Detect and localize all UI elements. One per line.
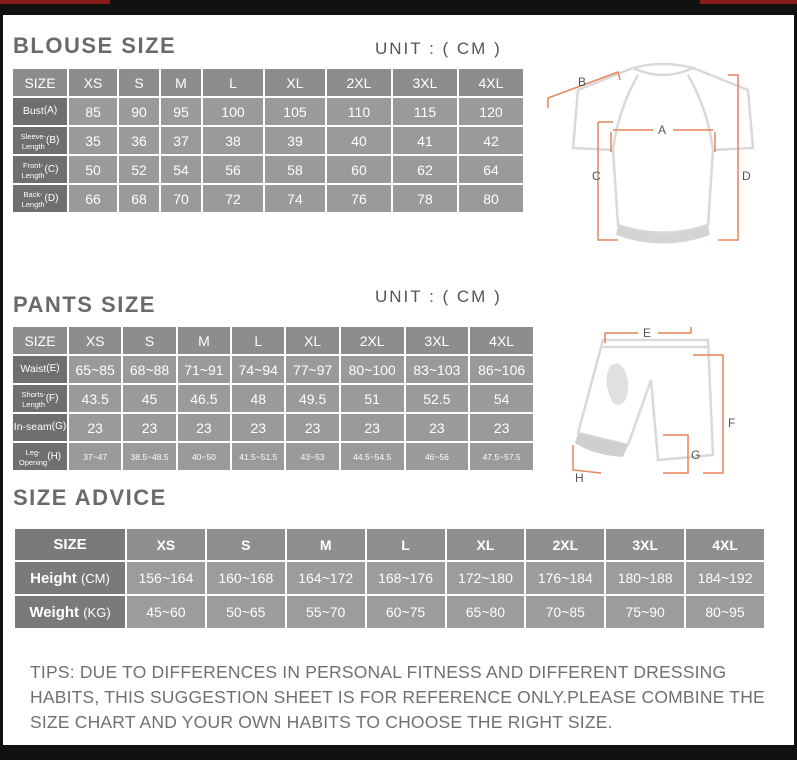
advice-row-label (15, 596, 125, 628)
diagram-label-a: A (658, 123, 667, 137)
blouse-cell: 85 (69, 98, 117, 125)
pants-header-s: S (123, 327, 175, 354)
pants-cell: 23 (178, 414, 230, 441)
pants-cell: 23 (69, 414, 121, 441)
diagram-label-d: D (742, 169, 751, 183)
pants-cell: 23 (286, 414, 338, 441)
blouse-header-size-label: SIZE (13, 69, 67, 96)
row-label-abbr: (C) (44, 163, 59, 175)
advice-row (15, 596, 764, 628)
row-label-main: Waist (20, 363, 47, 376)
advice-cell: 75~90 (606, 596, 684, 628)
advice-cell: 80~95 (686, 596, 764, 628)
pants-row (13, 414, 533, 441)
advice-cell: 156~164 (127, 562, 205, 594)
pants-cell: 48 (232, 385, 284, 412)
blouse-cell: 70 (161, 185, 201, 212)
pants-cell: 23 (470, 414, 533, 441)
pants-row-label (13, 414, 67, 441)
row-label-text (21, 131, 46, 151)
pants-cell: 80~100 (341, 356, 404, 383)
advice-row-label (15, 562, 125, 594)
blouse-cell: 35 (69, 127, 117, 154)
blouse-row-label (13, 156, 67, 183)
shorts-diagram (563, 305, 743, 485)
blouse-header-s: S (119, 69, 159, 96)
blouse-cell: 68 (119, 185, 159, 212)
pants-cell: 43.5 (69, 385, 121, 412)
row-label-sub: Length (22, 399, 46, 409)
blouse-row-label (13, 127, 67, 154)
tips-text: TIPS: DUE TO DIFFERENCES IN PERSONAL FITNESS AND DIFFERENT DRESSING HABITS, THIS SUGGESTION SHEET IS FOR REFERENCE ONLY.PLEASE COMBINE THE SIZE CHART AND YOUR OWN HABITS TO CHOOSE THE RIGHT SIZE. (30, 662, 765, 732)
top-frame (0, 0, 797, 15)
blouse-cell: 37 (161, 127, 201, 154)
shirt-outline (573, 64, 753, 233)
blouse-cell: 56 (203, 156, 263, 183)
pants-cell: 37~47 (69, 443, 121, 470)
advice-row-label-unit: (KG) (83, 604, 111, 620)
advice-cell: 55~70 (287, 596, 365, 628)
diagram-label-f: F (728, 416, 736, 430)
row-label-main: In-seam (13, 421, 52, 434)
blouse-cell: 54 (161, 156, 201, 183)
blouse-cell: 40 (327, 127, 391, 154)
pants-cell: 23 (232, 414, 284, 441)
blouse-header-xs: XS (69, 69, 117, 96)
blouse-header-3xl: 3XL (393, 69, 457, 96)
pants-cell: 68~88 (123, 356, 175, 383)
pants-cell: 46~56 (406, 443, 469, 470)
advice-cell: 176~184 (526, 562, 604, 594)
size-advice-title: SIZE ADVICE (13, 485, 167, 510)
row-label-abbr: (G) (51, 421, 67, 433)
blouse-cell: 60 (327, 156, 391, 183)
blouse-cell: 115 (393, 98, 457, 125)
blouse-header-m: M (161, 69, 201, 96)
diagram-label-b: B (578, 75, 587, 89)
blouse-cell: 52 (119, 156, 159, 183)
blouse-row (13, 185, 523, 212)
pants-row (13, 443, 533, 470)
pants-cell: 52.5 (406, 385, 469, 412)
advice-header-xl: XL (447, 529, 525, 560)
row-label-main: Bust (22, 105, 44, 118)
diagram-label-g: G (691, 448, 701, 462)
advice-cell: 70~85 (526, 596, 604, 628)
pants-cell: 23 (123, 414, 175, 441)
pants-cell: 44.5~54.5 (341, 443, 404, 470)
size-chart-sheet (3, 15, 794, 745)
diagram-label-c: C (592, 169, 601, 183)
blouse-cell: 39 (265, 127, 325, 154)
pants-cell: 71~91 (178, 356, 230, 383)
row-label-text (22, 189, 45, 209)
row-label-main: Shorts- (21, 389, 46, 399)
row-label-abbr: (F) (45, 392, 59, 404)
shirt-diagram (538, 50, 773, 250)
blouse-cell: 76 (327, 185, 391, 212)
size-advice-table (13, 527, 766, 630)
pants-cell: 47.5~57.5 (470, 443, 533, 470)
blouse-cell: 72 (203, 185, 263, 212)
advice-header-xs: XS (127, 529, 205, 560)
row-label-main: Sleeve- (20, 131, 47, 141)
row-label-text (22, 389, 46, 409)
blouse-cell: 74 (265, 185, 325, 212)
row-label-main: Leg- (25, 447, 41, 457)
pants-header-size-label: SIZE (13, 327, 67, 354)
advice-header-4xl: 4XL (686, 529, 764, 560)
pants-size-title: PANTS SIZE (13, 292, 156, 317)
blouse-size-title: BLOUSE SIZE (13, 33, 177, 58)
pants-cell: 23 (406, 414, 469, 441)
blouse-cell: 62 (393, 156, 457, 183)
row-label-abbr: (H) (47, 450, 62, 462)
advice-header-2xl: 2XL (526, 529, 604, 560)
pants-cell: 46.5 (178, 385, 230, 412)
row-label-abbr: (A) (43, 105, 58, 117)
blouse-cell: 100 (203, 98, 263, 125)
pants-cell: 54 (470, 385, 533, 412)
advice-cell: 160~168 (207, 562, 285, 594)
pants-row-label (13, 385, 67, 412)
pants-header-row (13, 327, 533, 354)
pants-header-2xl: 2XL (341, 327, 404, 354)
pants-cell: 86~106 (470, 356, 533, 383)
shorts-pad (606, 363, 628, 405)
blouse-cell: 110 (327, 98, 391, 125)
pants-row (13, 356, 533, 383)
advice-cell: 65~80 (447, 596, 525, 628)
pants-cell: 38.5~48.5 (123, 443, 175, 470)
pants-size-table (11, 325, 535, 472)
blouse-header-2xl: 2XL (327, 69, 391, 96)
row-label-abbr: (E) (46, 363, 60, 375)
pants-cell: 41.5~51.5 (232, 443, 284, 470)
advice-cell: 45~60 (127, 596, 205, 628)
pants-cell: 49.5 (286, 385, 338, 412)
advice-row-label-unit: (CM) (80, 570, 110, 586)
blouse-cell: 42 (459, 127, 523, 154)
advice-row-label-main: Height (30, 569, 77, 587)
shorts-leg-cuff (575, 433, 628, 457)
advice-cell: 172~180 (447, 562, 525, 594)
blouse-cell: 78 (393, 185, 457, 212)
blouse-row (13, 156, 523, 183)
advice-header-row (15, 529, 764, 560)
blouse-cell: 58 (265, 156, 325, 183)
pants-cell: 77~97 (286, 356, 338, 383)
row-label-main: Back- (23, 189, 43, 199)
blouse-cell: 105 (265, 98, 325, 125)
bottom-frame (0, 745, 797, 760)
pants-header-4xl: 4XL (470, 327, 533, 354)
row-label-abbr: (B) (46, 134, 60, 146)
advice-header-m: M (287, 529, 365, 560)
advice-header-3xl: 3XL (606, 529, 684, 560)
advice-header-l: L (367, 529, 445, 560)
blouse-header-4xl: 4XL (459, 69, 523, 96)
pants-cell: 65~85 (69, 356, 121, 383)
blouse-cell: 41 (393, 127, 457, 154)
blouse-header-row (13, 69, 523, 96)
pants-row-label (13, 356, 67, 383)
row-label-text (19, 447, 47, 467)
pants-header-xs: XS (69, 327, 121, 354)
blouse-size-table (11, 67, 525, 214)
blouse-unit: UNIT : ( CM ) (375, 39, 502, 58)
advice-header-s: S (207, 529, 285, 560)
row-label-text (22, 160, 45, 180)
blouse-cell: 120 (459, 98, 523, 125)
pants-row (13, 385, 533, 412)
blouse-cell: 66 (69, 185, 117, 212)
advice-header-size-label: SIZE (15, 529, 125, 560)
blouse-row (13, 127, 523, 154)
blouse-cell: 64 (459, 156, 523, 183)
pants-cell: 45 (123, 385, 175, 412)
blouse-cell: 95 (161, 98, 201, 125)
blouse-header-xl: XL (265, 69, 325, 96)
pants-header-xl: XL (286, 327, 338, 354)
advice-cell: 164~172 (287, 562, 365, 594)
blouse-row-label (13, 98, 67, 125)
pants-row-label (13, 443, 67, 470)
row-label-sub: Length (21, 170, 45, 180)
pants-header-l: L (232, 327, 284, 354)
pants-cell: 51 (341, 385, 404, 412)
advice-cell: 180~188 (606, 562, 684, 594)
advice-cell: 184~192 (686, 562, 764, 594)
blouse-row (13, 98, 523, 125)
diagram-label-e: E (643, 326, 652, 340)
pants-cell: 83~103 (406, 356, 469, 383)
top-accent-left (0, 0, 110, 4)
pants-unit: UNIT : ( CM ) (375, 287, 502, 306)
pants-cell: 74~94 (232, 356, 284, 383)
row-label-abbr: (D) (44, 192, 59, 204)
blouse-cell: 80 (459, 185, 523, 212)
blouse-cell: 38 (203, 127, 263, 154)
pants-header-3xl: 3XL (406, 327, 469, 354)
pants-cell: 40~50 (178, 443, 230, 470)
pants-cell: 43~53 (286, 443, 338, 470)
diagram-label-h: H (575, 471, 584, 485)
row-label-sub: Length (21, 199, 45, 209)
blouse-cell: 90 (119, 98, 159, 125)
advice-row-label-main: Weight (29, 603, 80, 621)
row-label-sub: Length (21, 141, 45, 151)
blouse-cell: 36 (119, 127, 159, 154)
advice-cell: 168~176 (367, 562, 445, 594)
blouse-row-label (13, 185, 67, 212)
advice-row (15, 562, 764, 594)
blouse-header-l: L (203, 69, 263, 96)
blouse-cell: 50 (69, 156, 117, 183)
row-label-sub: Opening (18, 457, 48, 467)
pants-header-m: M (178, 327, 230, 354)
advice-cell: 50~65 (207, 596, 285, 628)
advice-cell: 60~75 (367, 596, 445, 628)
pants-cell: 23 (341, 414, 404, 441)
top-accent-right (700, 0, 797, 4)
row-label-main: Front- (23, 160, 44, 170)
